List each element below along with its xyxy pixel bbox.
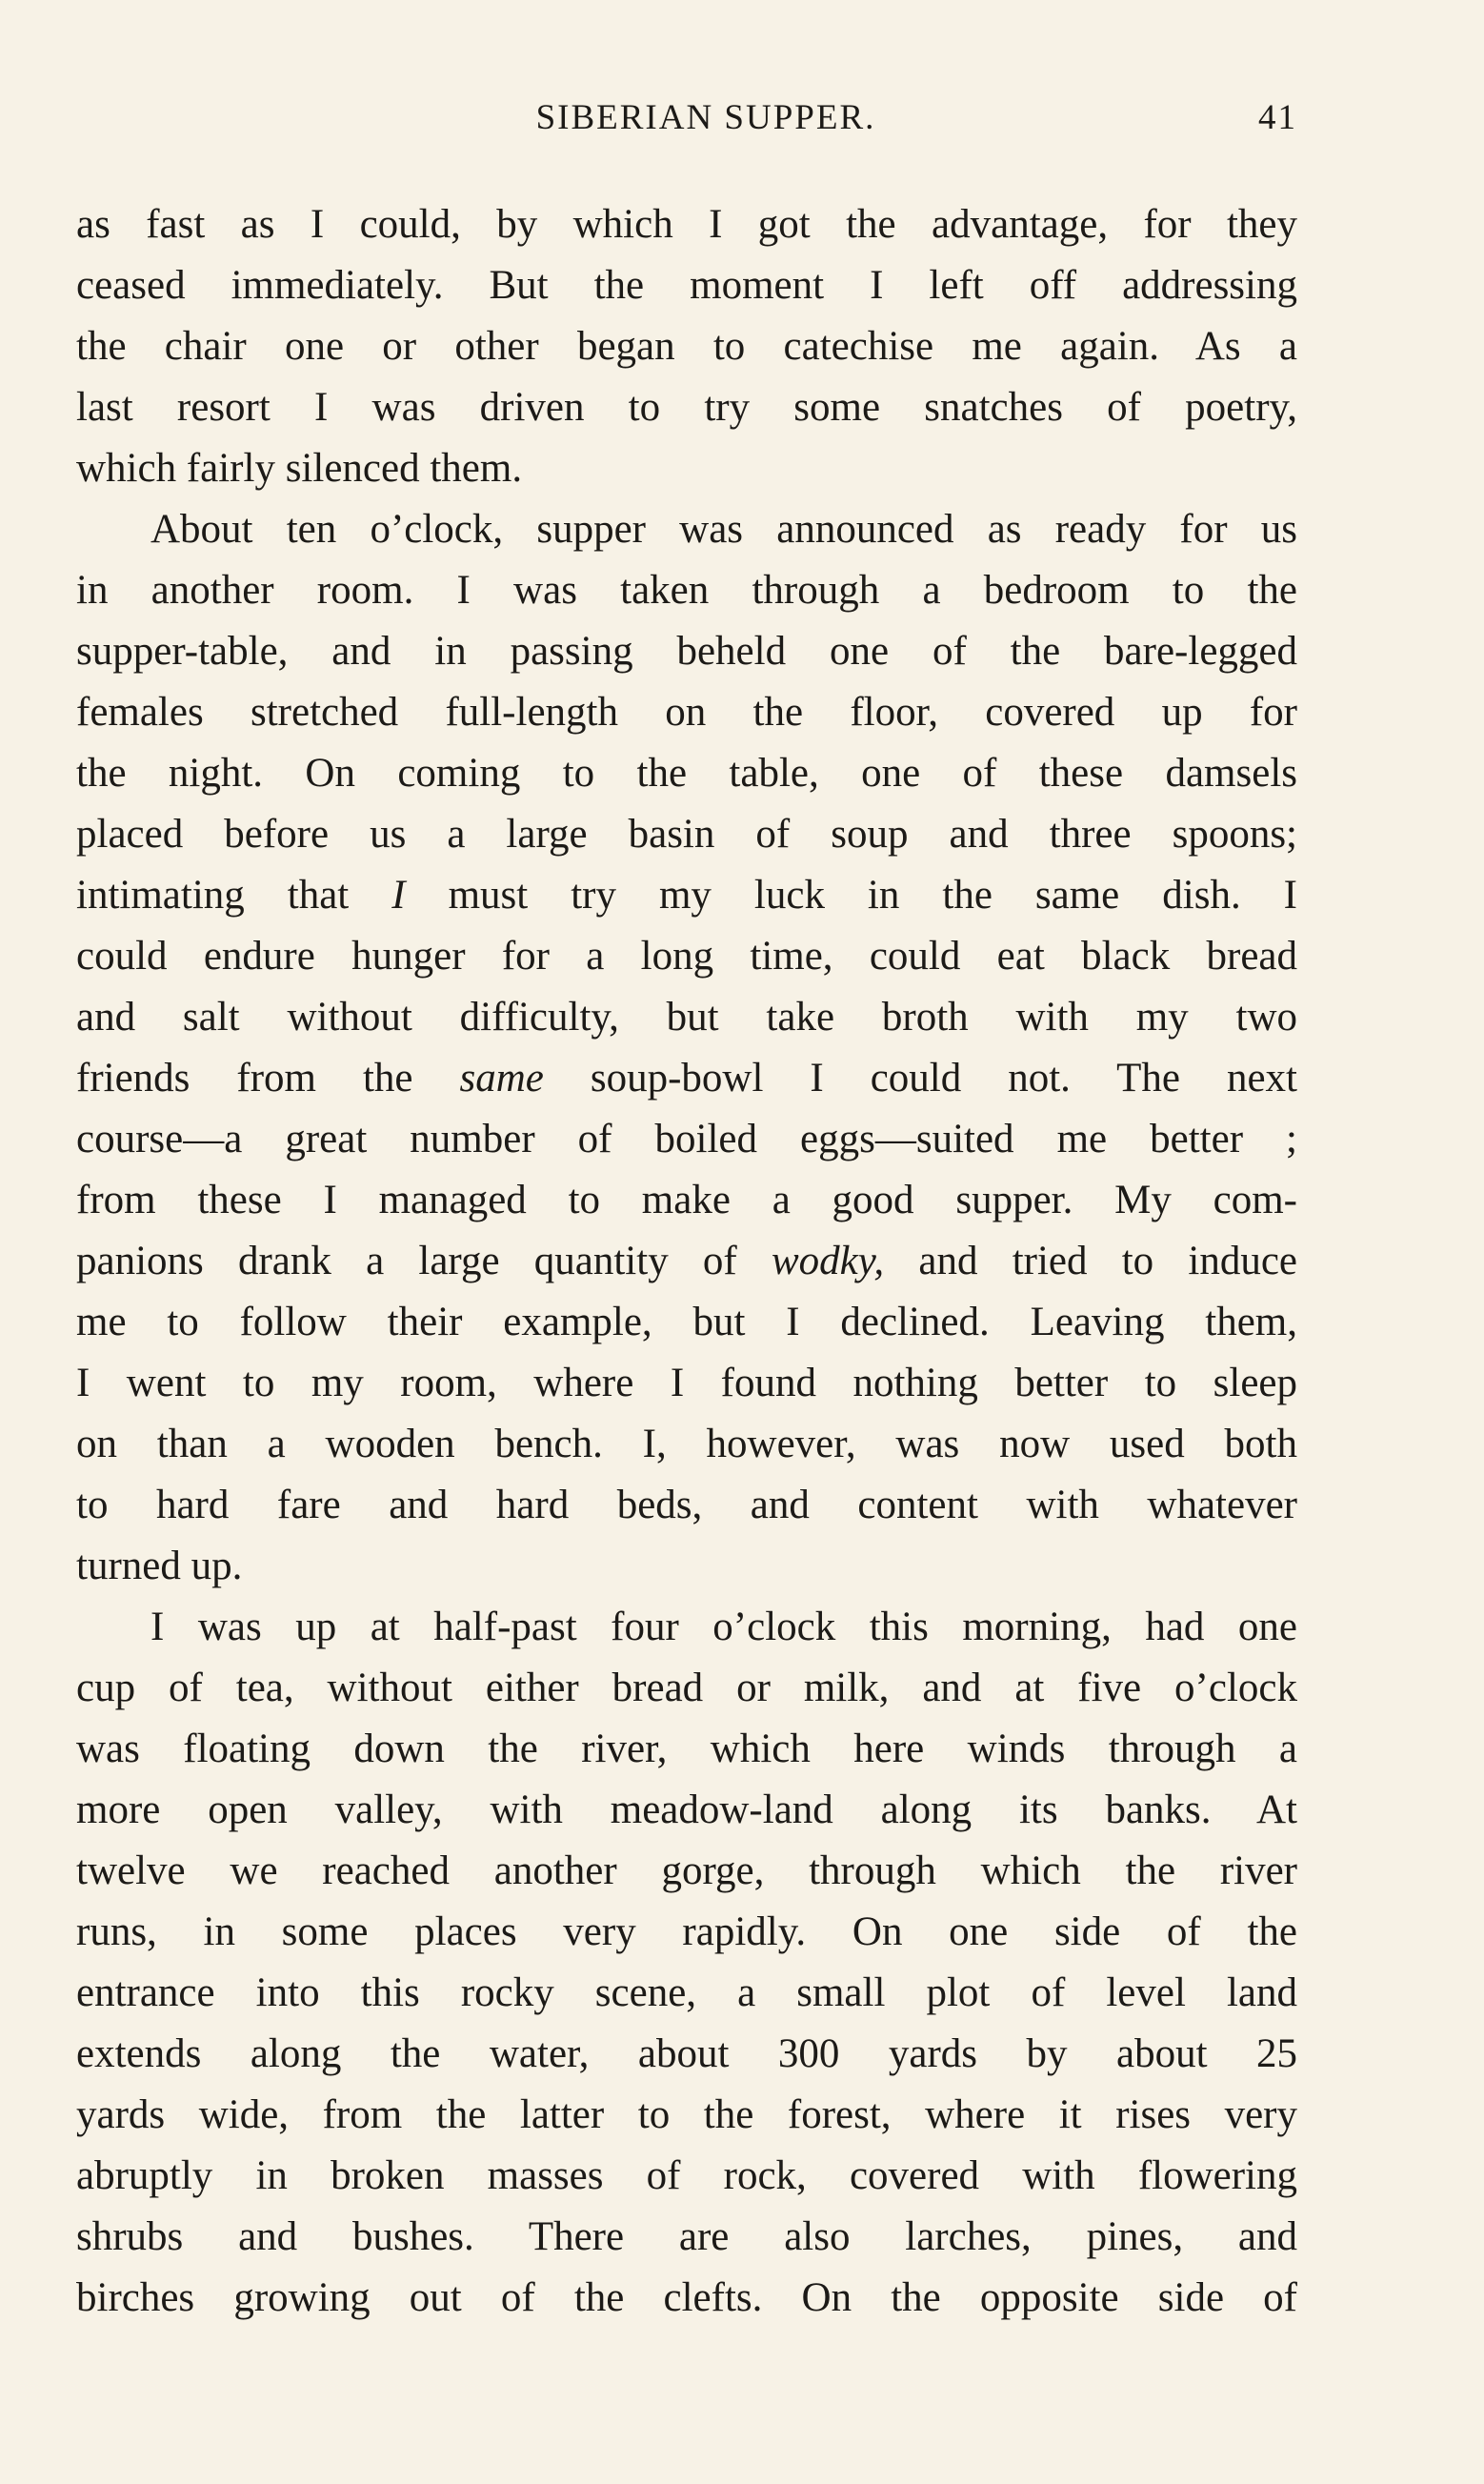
text-line: me to follow their example, but I declined. Leaving them, bbox=[76, 1300, 1297, 1344]
text-run: intimating that bbox=[76, 873, 392, 918]
text-line: could endure hunger for a long time, could eat black bread bbox=[76, 934, 1297, 979]
text-line: the night. On coming to the table, one of these damsels bbox=[76, 751, 1297, 796]
text-line: females stretched full-length on the floor, covered up for bbox=[76, 690, 1297, 735]
text-line: twelve we reached another gorge, through which the river bbox=[76, 1848, 1297, 1893]
text-line: and salt without difficulty, but take broth with my two bbox=[76, 995, 1297, 1040]
text-line: in another room. I was taken through a bedroom to the bbox=[76, 568, 1297, 613]
text-line: placed before us a large basin of soup and three spoons; bbox=[76, 812, 1297, 857]
text-line: more open valley, with meadow-land along its banks. At bbox=[76, 1787, 1297, 1832]
text-line: as fast as I could, by which I got the advantage, for they bbox=[76, 202, 1297, 247]
text-line: extends along the water, about 300 yards by about 25 bbox=[76, 2031, 1297, 2076]
text-run: and tried to induce bbox=[884, 1239, 1297, 1283]
text-line: About ten o’clock, supper was announced as ready for us bbox=[150, 507, 1297, 552]
page-number: 41 bbox=[1258, 98, 1297, 137]
body-text bbox=[76, 194, 1297, 2329]
text-line: birches growing out of the clefts. On the opposite side of bbox=[76, 2275, 1297, 2320]
text-line: I went to my room, where I found nothing better to sleep bbox=[76, 1361, 1297, 1405]
text-line: to hard fare and hard beds, and content with whatever bbox=[76, 1483, 1297, 1527]
running-head bbox=[76, 97, 1297, 154]
italic-text: I bbox=[391, 873, 406, 918]
text-line: was floating down the river, which here winds through a bbox=[76, 1727, 1297, 1771]
italic-text: wodky, bbox=[771, 1239, 885, 1283]
text-line bbox=[76, 865, 1297, 926]
text-line: from these I managed to make a good supper. My com- bbox=[76, 1178, 1297, 1222]
text-line: the chair one or other began to catechise me again. As a bbox=[76, 324, 1297, 369]
text-run: panions drank a large quantity of bbox=[76, 1239, 772, 1283]
text-line: yards wide, from the latter to the forest, where it rises very bbox=[76, 2092, 1297, 2137]
text-line: supper-table, and in passing beheld one of the bare-legged bbox=[76, 629, 1297, 674]
text-line: I was up at half-past four o’clock this morning, had one bbox=[150, 1605, 1297, 1649]
text-line bbox=[76, 1231, 1297, 1292]
text-line: abruptly in broken masses of rock, covered with flowering bbox=[76, 2153, 1297, 2198]
text-run: must try my luck in the same dish. I bbox=[405, 873, 1298, 918]
running-title: SIBERIAN SUPPER. bbox=[535, 98, 876, 137]
text-run: friends from the bbox=[76, 1056, 460, 1101]
text-line: course—a great number of boiled eggs—suited me better ; bbox=[76, 1117, 1297, 1161]
text-line: turned up. bbox=[76, 1544, 243, 1588]
text-line: runs, in some places very rapidly. On one side of the bbox=[76, 1909, 1297, 1954]
text-line: cup of tea, without either bread or milk, and at five o’clock bbox=[76, 1666, 1297, 1710]
text-line: ceased immediately. But the moment I left off addressing bbox=[76, 263, 1297, 308]
text-line: last resort I was driven to try some snatches of poetry, bbox=[76, 385, 1297, 430]
text-line: on than a wooden bench. I, however, was now used both bbox=[76, 1422, 1297, 1466]
text-line bbox=[76, 1048, 1297, 1109]
text-line: entrance into this rocky scene, a small plot of level land bbox=[76, 1970, 1297, 2015]
text-run: soup-bowl I could not. The next bbox=[543, 1056, 1297, 1101]
text-line: shrubs and bushes. There are also larches, pines, and bbox=[76, 2214, 1297, 2259]
italic-text: same bbox=[459, 1056, 544, 1101]
text-line: which fairly silenced them. bbox=[76, 446, 523, 491]
